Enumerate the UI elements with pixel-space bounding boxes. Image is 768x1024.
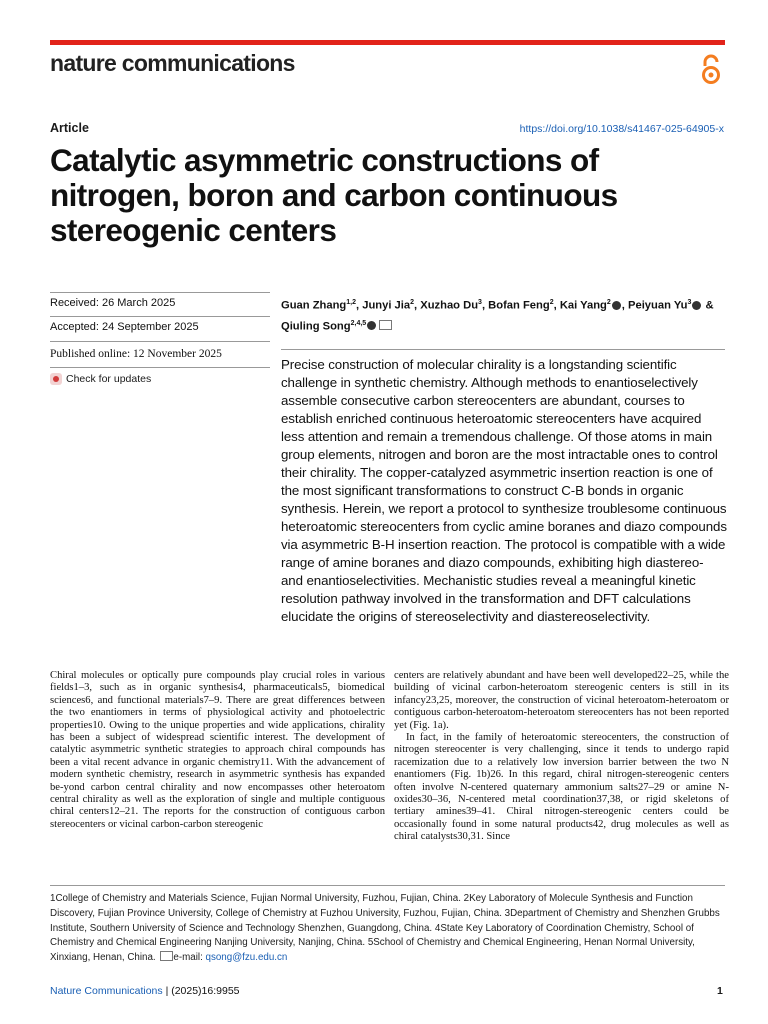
- corresponding-email-icon[interactable]: [379, 320, 392, 330]
- accepted-date: Accepted: 24 September 2025: [50, 321, 199, 333]
- footer-volume: | (2025)16:9955: [165, 985, 240, 997]
- abstract-divider: [281, 349, 725, 350]
- author-list: Guan Zhang$^{1,2}$, Junyi Jia$^2$, Xuzhao Du$^3$, Bofan Feng$^2$, Kai Yang$^2$ , Peiyuan Yu$^3$ & Qiuling Song$^{2,4,5}$: [281, 299, 714, 333]
- affiliations-divider: [50, 885, 725, 886]
- published-date: Published online: 12 November 2025: [50, 348, 222, 360]
- author-name[interactable]: Junyi Jia: [362, 299, 411, 312]
- footer-journal-link[interactable]: Nature Communications: [50, 985, 163, 997]
- meta-divider: [50, 367, 270, 368]
- author-affiliation-marker: 3: [687, 299, 692, 306]
- author-affiliation-marker: 2,4,5: [350, 319, 367, 327]
- author-affiliation-marker: 3: [478, 299, 482, 306]
- affiliations-text: 1College of Chemistry and Materials Science, Fujian Normal University, Fuzhou, Fujian, China. 2Key Laboratory of Molecule Synthesis and Function Discovery, Fujian Province University, College of Chemistry at Fuzhou University, Fuzhou, Fujian, China. 3Department of Chemistry and Shenzhen Grubbs Institute, Southern University of Science and Technology Shenzhen, Guangdong, China. 4State Key Laboratory of Coordination Chemistry, School of Chemistry and Chemical Engineering Nanjing University, Nanjing, China. 5School of Chemistry and Chemical Engineering, Henan Normal University, Xinxiang, Henan, China.: [50, 893, 720, 964]
- body-paragraph: In fact, in the family of heteroatomic stereocenters, the construction of nitrogen stereocenter is very challenging, since it tends to undergo rapid racemization due to a relatively low inversion barrier between the two N enantiomers (Fig. 1b)26. In this regard, chiral nitrogen-stereogenic centers often involve N-centered quaternary ammonium salts27–29 or amine N-oxides30–36, N-centered metal coordination37,38, or rigid skeletons of tertiary amines39–41. Chiral nitrogen-stereogenic centers could be occasionally found in some natural products42, drug molecules as well as chiral catalysts30,31. Since: [394, 732, 729, 843]
- email-prefix: e-mail:: [173, 952, 206, 964]
- meta-divider: [50, 341, 270, 342]
- check-for-updates-label: Check for updates: [66, 373, 152, 385]
- author-affiliation-marker: 1,2: [346, 299, 356, 306]
- crossmark-icon: [50, 373, 62, 385]
- orcid-icon[interactable]: [367, 321, 376, 330]
- article-type-label: Article: [50, 121, 89, 135]
- check-for-updates-button[interactable]: [50, 373, 151, 385]
- author-name[interactable]: Qiuling Song: [281, 320, 351, 333]
- page-number: 1: [717, 985, 723, 997]
- orcid-icon[interactable]: [612, 301, 621, 310]
- author-name[interactable]: Xuzhao Du: [420, 299, 479, 312]
- received-date: Received: 26 March 2025: [50, 297, 176, 309]
- body-column-left: [50, 670, 385, 831]
- article-title: Catalytic asymmetric constructions of nitrogen, boron and carbon continuous stereogenic centers: [50, 142, 618, 248]
- orcid-icon[interactable]: [692, 301, 701, 310]
- author-affiliation-marker: 2: [410, 299, 415, 306]
- footer-citation: [50, 985, 240, 997]
- author-affiliation-marker: 2: [606, 299, 611, 306]
- journal-name: nature communications: [50, 50, 295, 76]
- author-name[interactable]: Peiyuan Yu: [628, 299, 688, 312]
- body-column-right: [394, 670, 729, 844]
- header-red-rule: [50, 40, 725, 45]
- email-link[interactable]: qsong@fzu.edu.cn: [205, 952, 288, 964]
- body-paragraph: centers are relatively abundant and have been well developed22–25, while the building of vicinal carbon-heteroatom stereogenic centers is still in its infancy23,25, moreover, the construction of vicinal heteroatom-heteroatom or contiguous carbon-heteroatom-heteroatom stereocenters has not been reported yet (Fig. 1a).: [394, 670, 729, 731]
- author-affiliation-marker: 2: [549, 299, 554, 306]
- doi-link[interactable]: https://doi.org/10.1038/s41467-025-64905-x: [519, 123, 724, 135]
- abstract: Precise construction of molecular chirality is a longstanding scientific challenge in synthetic chemistry. Although methods to enantioselectively assemble consecutive carbon stereocenters are abundant, courses to establish enriched continuous heteroatomic stereocenters have acquired less attention and remain a tremendous challenge. Of those atoms in main group elements, nitrogen and boron are the most intractable ones to control their chirality. The copper-catalyzed asymmetric insertion reaction is one of the most significant transformations to construct C-B bonds in organic synthesis. Herein, we report a protocol to synthesize troublesome continuous heteroatomic stereocenters from cyclic amine boranes and diazo compounds via asymmetric B-H insertion reaction. The protocol is compatible with a wide range of amine boranes and diazo compounds, exhibiting high diastereo- and enantioselectivities. Mechanistic studies reveal a meaningful kinetic resolution pathway involved in the transformation and DFT calculations elucidate the origins of stereoselectivity and diastereoselectivity.: [281, 357, 727, 624]
- author-name[interactable]: Kai Yang: [559, 299, 607, 312]
- open-access-icon: [700, 54, 722, 86]
- affiliations: [50, 892, 730, 966]
- meta-divider: [50, 316, 270, 317]
- author-name[interactable]: Bofan Feng: [488, 299, 550, 312]
- envelope-icon: [160, 951, 173, 961]
- body-paragraph: Chiral molecules or optically pure compounds play crucial roles in various fields1–3, such as in organic synthesis4, pharmaceuticals5, biomedical sciences6, and functional materials7–9. There are great differences between the two enantiomers in terms of physiological activity and photoelectric properties10. Owing to the unique properties and wide applications, chirality has been a subject of widespread scientific interest. The development of catalytic asymmetric synthetic strategies to approach chiral compounds has been a vital recent advance in organic chemistry11. With the advancement of modern synthetic chemistry, research in asymmetric synthesis has expanded be-yond carbon central chirality and now encompasses other heteroatom central chirality as well as the exploration of single and multiple contiguous chiral centers12–21. The reports for the construction of contiguous carbon stereocenters or vicinal carbon-carbon stereogenic: [50, 670, 385, 830]
- author-name[interactable]: Guan Zhang: [281, 299, 347, 312]
- meta-divider: [50, 292, 270, 293]
